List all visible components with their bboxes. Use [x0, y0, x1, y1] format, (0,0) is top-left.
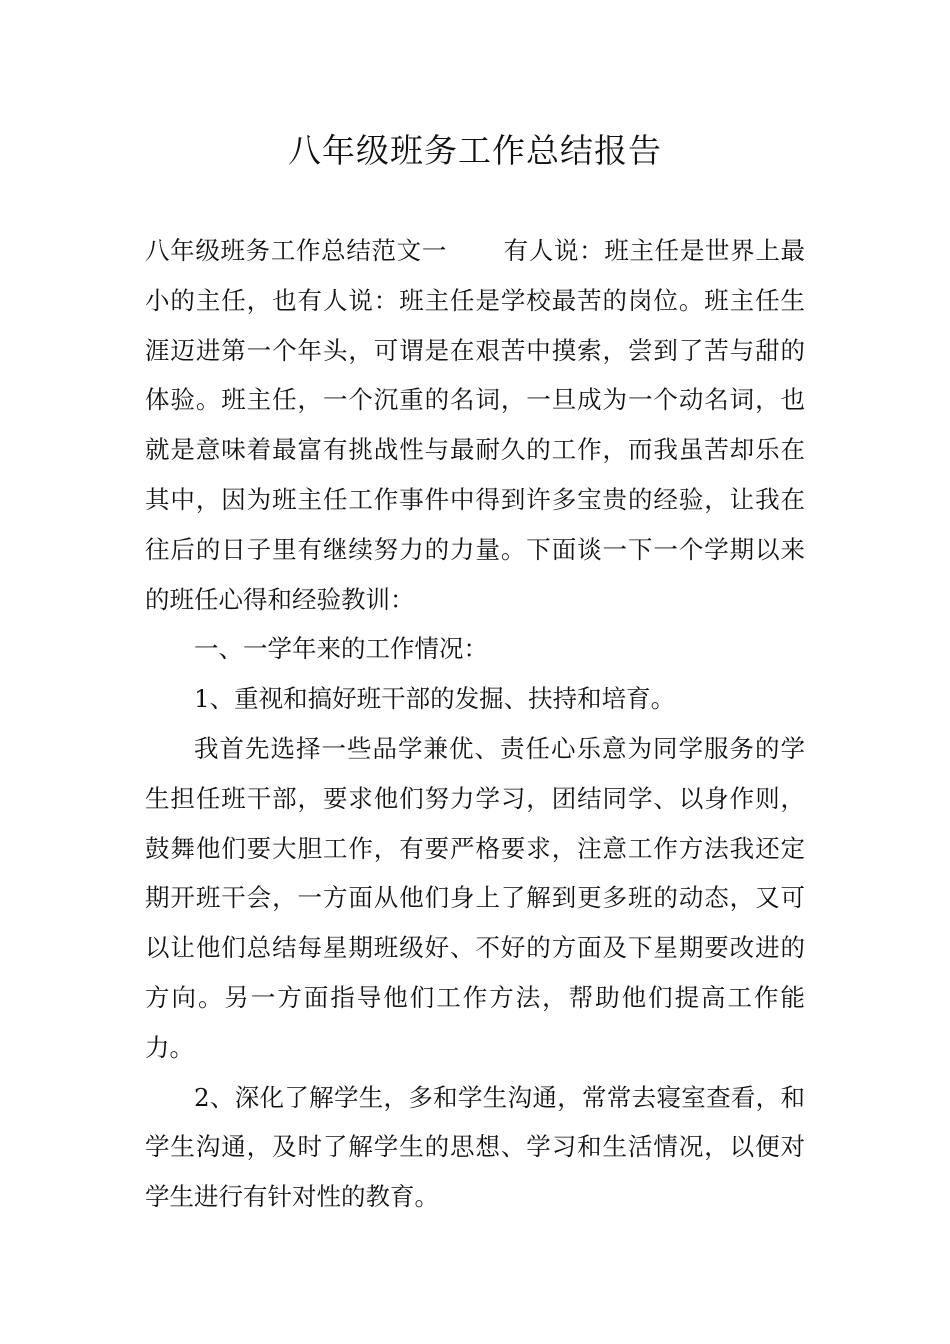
paragraph-body-1: 我首先选择一些品学兼优、责任心乐意为同学服务的学生担任班干部，要求他们努力学习，团结同学、以身作则，鼓舞他们要大胆工作，有要严格要求，注意工作方法我还定期开班干会，一方面从他们身上了解到更多班的动态，又可以让他们总结每星期班级好、不好的方面及下星期要改进的方向。另一方面指导他们工作方法，帮助他们提高工作能力。	[145, 733, 805, 1062]
document-title: 八年级班务工作总结报告	[288, 131, 662, 170]
paragraph-body-2: 2、深化了解学生，多和学生沟通，常常去寝室查看，和学生沟通，及时了解学生的思想、学习和生活情况，以便对学生进行有针对性的教育。	[145, 1082, 805, 1212]
paragraph-intro	[145, 226, 805, 624]
intro-lead: 八年级班务工作总结范文一	[145, 236, 447, 265]
intro-text: 有人说：班主任是世界上最小的主任，也有人说：班主任是学校最苦的岗位。班主任生涯迈进第一个年头，可谓是在艰苦中摸索，尝到了苦与甜的体验。班主任，一个沉重的名词，一旦成为一个动名词，也就是意味着最富有挑战性与最耐久的工作，而我虽苦却乐在其中，因为班主任工作事件中得到许多宝贵的经验，让我在往后的日子里有继续努力的力量。下面谈一下一个学期以来的班任心得和经验教训：	[145, 236, 805, 614]
section-heading: 一、一学年来的工作情况：	[194, 634, 488, 664]
subsection-heading-1: 1、重视和搞好班干部的发掘、扶持和培育。	[194, 684, 676, 714]
document-body	[145, 226, 805, 1222]
